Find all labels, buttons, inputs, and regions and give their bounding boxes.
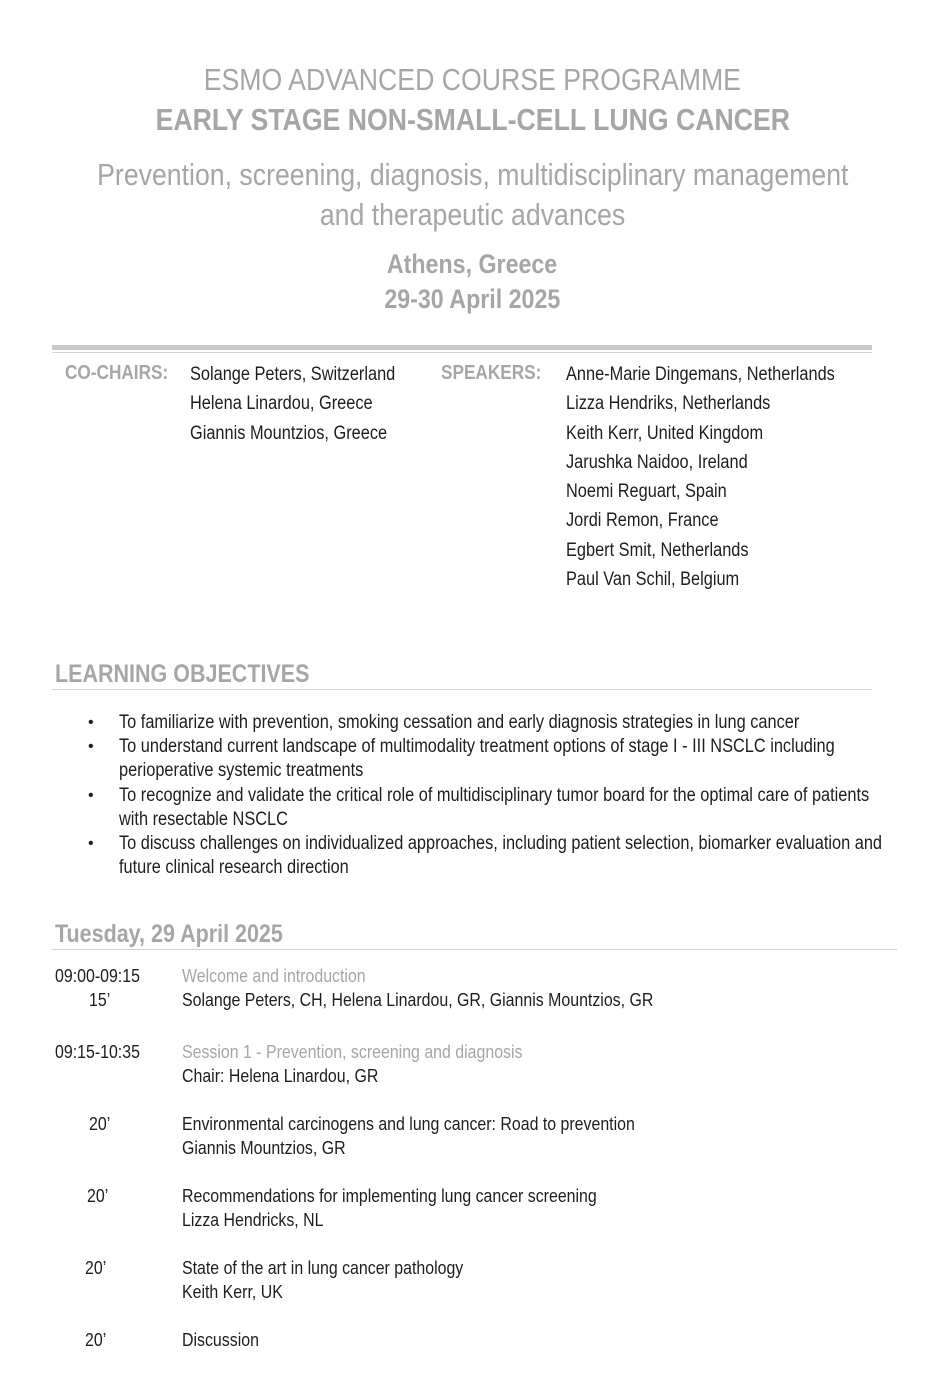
programme-title: ESMO ADVANCED COURSE PROGRAMME bbox=[203, 62, 742, 97]
subtitle-line-2: and therapeutic advances bbox=[319, 197, 626, 232]
list-item: • To understand current landscape of multimodality treatment options of stage I - III NSCLC including perioperative systemic treatments bbox=[88, 736, 835, 782]
session-chair: Chair: Helena Linardou, GR bbox=[182, 1065, 379, 1086]
venue-dates bbox=[0, 247, 945, 317]
header-divider bbox=[52, 345, 872, 350]
talk-title: State of the art in lung cancer pathology bbox=[182, 1257, 464, 1278]
bullet-icon: • bbox=[88, 714, 94, 731]
list-item: Jarushka Naidoo, Ireland bbox=[566, 451, 748, 473]
list-item: Paul Van Schil, Belgium bbox=[566, 569, 740, 591]
day-divider bbox=[52, 949, 897, 950]
list-item: Solange Peters, Switzerland bbox=[190, 364, 396, 385]
talk-duration: 20’ bbox=[85, 1329, 107, 1350]
list-item: • To familiarize with prevention, smoking cessation and early diagnosis strategies in lung cancer bbox=[88, 711, 908, 735]
list-item: Anne-Marie Dingemans, Netherlands bbox=[566, 364, 835, 385]
list-item: • To discuss challenges on individualized approaches, including patient selection, biomarker evaluation and future clinical research direction bbox=[88, 832, 883, 879]
list-item: Lizza Hendriks, Netherlands bbox=[566, 393, 771, 415]
talk-duration: 20’ bbox=[87, 1185, 109, 1206]
list-item: • To recognize and validate the critical role of multidisciplinary tumor board for the optimal care of patients with resectable NSCLC bbox=[88, 784, 870, 830]
talk-duration: 20’ bbox=[89, 1113, 111, 1134]
subtitle-line-1: Prevention, screening, diagnosis, multidisciplinary management bbox=[96, 157, 849, 192]
talk-speaker: Keith Kerr, UK bbox=[182, 1281, 283, 1302]
session-title: Session 1 - Prevention, screening and diagnosis bbox=[182, 1041, 523, 1062]
speakers-list bbox=[566, 360, 879, 594]
list-item: Jordi Remon, France bbox=[566, 510, 719, 532]
cochairs-label: CO-CHAIRS: bbox=[65, 362, 169, 384]
speakers-label: SPEAKERS: bbox=[441, 362, 542, 384]
course-subtitle bbox=[0, 155, 945, 235]
location: Athens, Greece bbox=[387, 249, 558, 279]
bullet-icon: • bbox=[88, 786, 94, 804]
bullet-icon: • bbox=[88, 738, 94, 756]
talk-speaker: Lizza Hendricks, NL bbox=[182, 1209, 324, 1230]
day-heading: Tuesday, 29 April 2025 bbox=[55, 920, 283, 948]
talk-title: Recommendations for implementing lung cancer screening bbox=[182, 1185, 597, 1206]
list-item: Egbert Smit, Netherlands bbox=[566, 539, 749, 561]
welcome-title: Welcome and introduction bbox=[182, 965, 366, 986]
welcome-duration: 15’ bbox=[89, 989, 111, 1010]
talk-speaker: Giannis Mountzios, GR bbox=[182, 1137, 346, 1158]
list-item: Noemi Reguart, Spain bbox=[566, 481, 727, 503]
objectives-list bbox=[88, 711, 908, 880]
talk-title: Environmental carcinogens and lung cancer: Road to prevention bbox=[182, 1113, 635, 1134]
welcome-speakers: Solange Peters, CH, Helena Linardou, GR, Giannis Mountzios, GR bbox=[182, 989, 654, 1010]
session-time: 09:15-10:35 bbox=[55, 1041, 140, 1062]
cochairs-list bbox=[190, 360, 429, 448]
list-item: Keith Kerr, United Kingdom bbox=[566, 422, 764, 444]
dates: 29-30 April 2025 bbox=[384, 284, 561, 314]
welcome-time: 09:00-09:15 bbox=[55, 965, 140, 986]
talk-duration: 20’ bbox=[85, 1257, 107, 1278]
course-title: EARLY STAGE NON-SMALL-CELL LUNG CANCER bbox=[155, 102, 790, 137]
objectives-heading: LEARNING OBJECTIVES bbox=[55, 660, 310, 688]
list-item: Giannis Mountzios, Greece bbox=[190, 422, 388, 444]
list-item: Helena Linardou, Greece bbox=[190, 393, 373, 415]
talk-title: Discussion bbox=[182, 1329, 259, 1350]
objectives-divider bbox=[52, 689, 872, 690]
bullet-icon: • bbox=[88, 834, 94, 852]
header-divider-thin bbox=[52, 352, 872, 353]
